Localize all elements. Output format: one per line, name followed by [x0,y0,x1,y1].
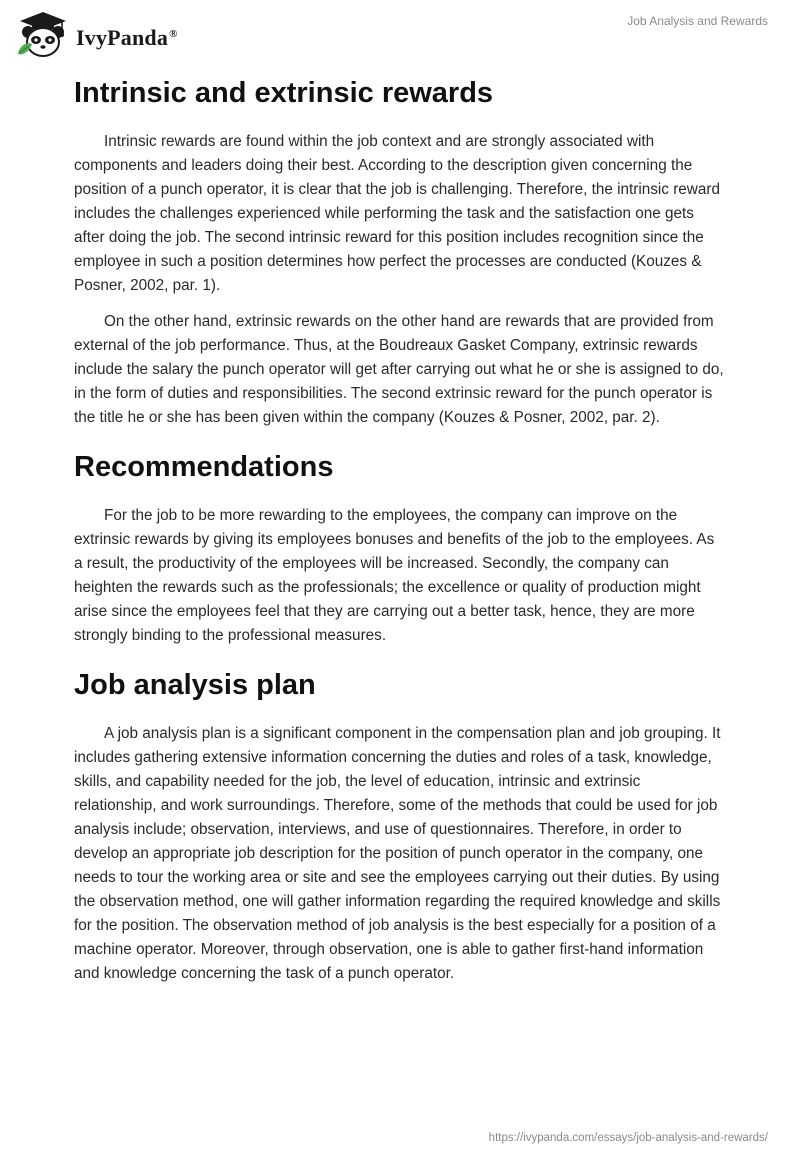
paragraph: For the job to be more rewarding to the employees, the company can improve on the extrinsic rewards by giving its employees bonuses and benefits of the job to the employees. As a result, the productivity of the employees will be increased. Secondly, the company can heighten the rewards such as the professionals; the excellence or quality of production might arise since the employees feel that they are carrying out a better task, hence, they are more strongly binding to the professional measures. [74,507,715,644]
brand-name [76,25,178,51]
essay-content [74,72,726,986]
page-header [0,0,800,70]
ivypanda-logo[interactable] [14,10,178,60]
source-url[interactable]: https://ivypanda.com/essays/job-analysis-and-rewards/ [488,1132,768,1144]
section-heading-intrinsic-extrinsic-rewards: Intrinsic and extrinsic rewards [74,77,494,109]
document-title: Job Analysis and Rewards [627,14,768,28]
registered-mark: ® [169,27,178,40]
section-heading-recommendations: Recommendations [74,451,334,483]
paragraph: On the other hand, extrinsic rewards on the other hand are rewards that are provided from external of the job performance. Thus, at the Boudreaux Gasket Company, extrinsic rewards include the salary the punch operator will get after carrying out what he or she is assigned to do, in the form of duties and responsibilities. The second extrinsic reward for the punch operator is the title he or she has been given within the company (Kouzes & Posner, 2002, par. 2). [74,313,724,426]
section-heading-job-analysis-plan: Job analysis plan [74,669,316,701]
paragraph: A job analysis plan is a significant component in the compensation plan and job grouping. It includes gathering extensive information concerning the duties and roles of a task, knowledge, skills, and capability needed for the job, the level of education, intrinsic and extrinsic relationship, and work surroundings. Therefore, some of the methods that could be used for job analysis include; observation, interviews, and use of questionnaires. Therefore, in order to develop an appropriate job description for the position of punch operator in the company, one needs to tour the working area or site and see the employees carrying out their duties. By using the observation method, one will gather information regarding the required knowledge and skills for the position. The observation method of job analysis is the best especially for a position of a machine operator. Moreover, through observation, one is able to gather first-hand information and knowledge concerning the task of a punch operator. [74,725,721,982]
brand-text: IvyPanda [76,25,169,50]
paragraph: Intrinsic rewards are found within the job context and are strongly associated with components and leaders doing their best. According to the description given concerning the position of a punch operator, it is clear that the job is challenging. Therefore, the intrinsic reward includes the challenges experienced while performing the task and the satisfaction one gets after doing the job. The second intrinsic reward for this position includes recognition since the employee in such a position determines how perfect the processes are conducted (Kouzes & Posner, 2002, par. 1). [74,133,720,294]
panda-graduate-icon [14,10,72,60]
